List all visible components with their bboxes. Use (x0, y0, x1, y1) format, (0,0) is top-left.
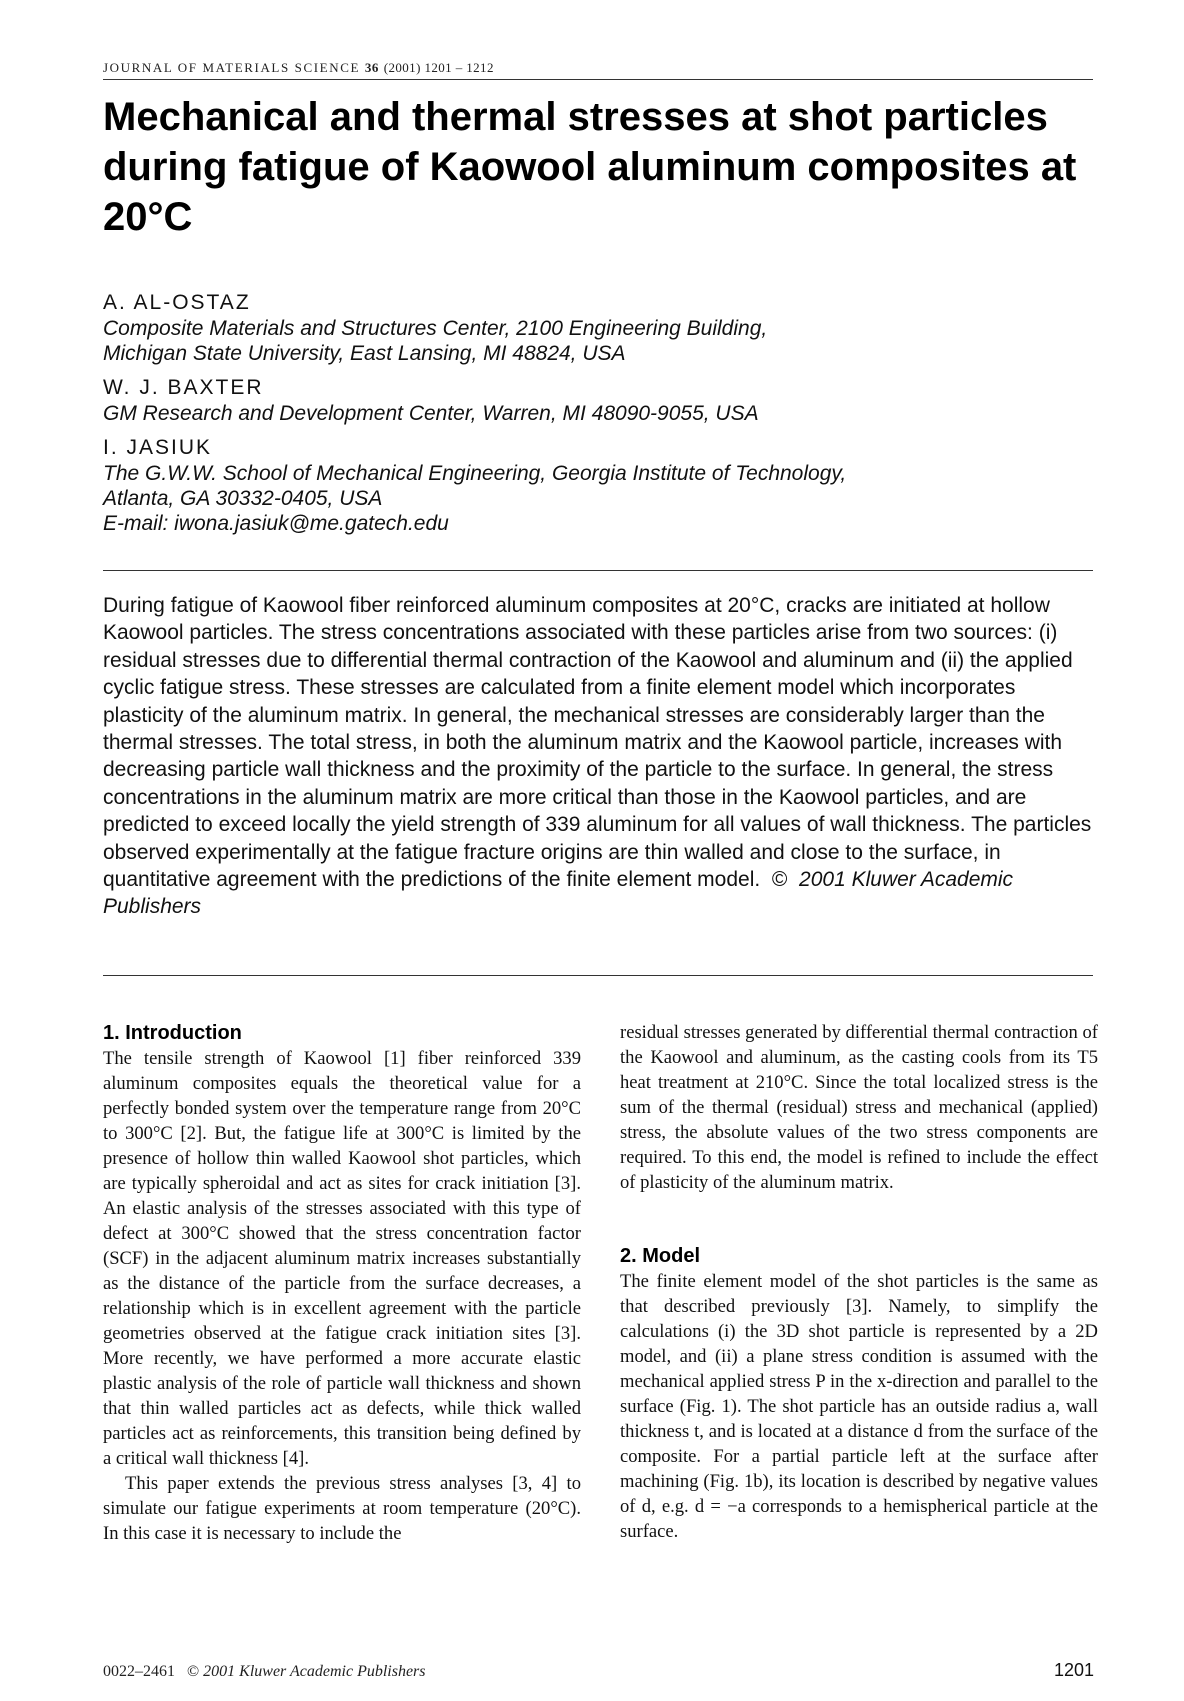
journal-name: JOURNAL OF MATERIALS SCIENCE (103, 60, 361, 75)
footer-copyright-symbol: © (187, 1663, 200, 1680)
abstract-top-rule (103, 570, 1093, 571)
right-column (620, 1020, 1098, 1544)
section-heading-model: 2. Model (620, 1245, 701, 1267)
author-block (103, 290, 1103, 545)
author-entry (103, 290, 1103, 366)
footer-publisher-name: 2001 Kluwer Academic Publishers (203, 1663, 426, 1680)
abstract-text: During fatigue of Kaowool fiber reinforced aluminum composites at 20°C, cracks are initiated at hollow Kaowool particles. The stress concentrations associated with these particles arise from two sources: (i) residual stresses due to differential thermal contraction of the Kaowool and aluminum and (ii) the applied cyclic fatigue stress. These stresses are calculated from a finite element model which incorporates plasticity of the aluminum matrix. In general, the mechanical stresses are considerably larger than the thermal stresses. The total stress, in both the aluminum matrix and the Kaowool particle, increases with decreasing particle wall thickness and the proximity of the particle to the surface. In general, the stress concentrations in the aluminum matrix are more critical than those in the Kaowool particles, and are predicted to exceed locally the yield strength of 339 aluminum for all values of wall thickness. The particles observed experimentally at the fatigue fracture origins are thin walled and close to the surface, in quantitative agreement with the predictions of the finite element model. (103, 594, 1092, 892)
author-affiliation: Composite Materials and Structures Center, 2100 Engineering Building, Michigan State University, East Lansing, MI 48824, USA (103, 317, 768, 365)
intro-paragraph-1: The tensile strength of Kaowool [1] fiber reinforced 339 aluminum composites equals the theoretical value for a perfectly bonded system over the temperature range from 20°C to 300°C [2]. But, the fatigue life at 300°C is limited by the presence of hollow thin walled Kaowool shot particles, which are typically spheroidal and act as sites for crack initiation [3]. An elastic analysis of the stresses associated with this type of defect at 300°C showed that the stress concentration factor (SCF) in the adjacent aluminum matrix increases substantially as the distance of the particle from the surface decreases, a relationship which is in excellent agreement with the particle geometries observed at the fatigue crack initiation sites [3]. More recently, we have performed a more accurate elastic plastic analysis of the role of particle wall thickness and shown that thin walled particles act as defects, while thick walled particles act as reinforcements, this transition being defined by a critical wall thickness [4]. (103, 1048, 581, 1469)
journal-year-pages: (2001) 1201 – 1212 (383, 60, 494, 75)
copyright-symbol: © (771, 868, 788, 892)
abstract-bottom-rule (103, 975, 1093, 976)
left-column (103, 1020, 581, 1546)
model-paragraph-1: The finite element model of the shot particles is the same as that described previously [3]. Namely, to simplify the calculations (i) the 3D shot particle is represented by a 2D model, and (ii) a plane stress condition is assumed with the mechanical applied stress P in the x-direction and parallel to the surface (Fig. 1). The shot particle has an outside radius a, wall thickness t, and is located at a distance d from the surface of the composite. For a partial particle left at the surface after machining (Fig. 1b), its location is described by negative values of d, e.g. d = −a corresponds to a hemispherical particle at the surface. (620, 1271, 1098, 1542)
journal-header (103, 60, 1093, 76)
author-affiliation: The G.W.W. School of Mechanical Engineering, Georgia Institute of Technology, Atlanta, GA 30332-0405, USA E-mail: iwona.jasiuk@me.gatech.edu (103, 462, 847, 535)
intro-paragraph-2-continued: residual stresses generated by differential thermal contraction of the Kaowool and aluminum, as the casting cools from its T5 heat treatment at 210°C. Since the total localized stress is the sum of the thermal (residual) stress and mechanical (applied) stress, the absolute values of the two stress components are required. To this end, the model is refined to include the effect of plasticity of the aluminum matrix. (620, 1022, 1098, 1193)
author-affiliation: GM Research and Development Center, Warren, MI 48090-9055, USA (103, 402, 759, 425)
author-name: A. AL-OSTAZ (103, 291, 251, 314)
author-entry (103, 435, 1103, 536)
footer-publisher (103, 1663, 426, 1681)
journal-volume: 36 (364, 60, 379, 75)
header-rule (103, 79, 1093, 80)
paper-title: Mechanical and thermal stresses at shot particles during fatigue of Kaowool aluminum composites at 20°C (103, 95, 1077, 239)
abstract (103, 592, 1095, 921)
intro-paragraph-2: This paper extends the previous stress analyses [3, 4] to simulate our fatigue experiments at room temperature (20°C). In this case it is necessary to include the (103, 1473, 581, 1544)
section-heading-introduction: 1. Introduction (103, 1022, 242, 1044)
copyright-text: 2001 Kluwer Academic Publishers (103, 868, 1014, 919)
author-name: W. J. BAXTER (103, 376, 264, 399)
author-entry (103, 375, 1103, 426)
page-number: 1201 (1053, 1660, 1094, 1680)
author-name: I. JASIUK (103, 436, 213, 459)
footer-issn: 0022–2461 (103, 1663, 175, 1680)
